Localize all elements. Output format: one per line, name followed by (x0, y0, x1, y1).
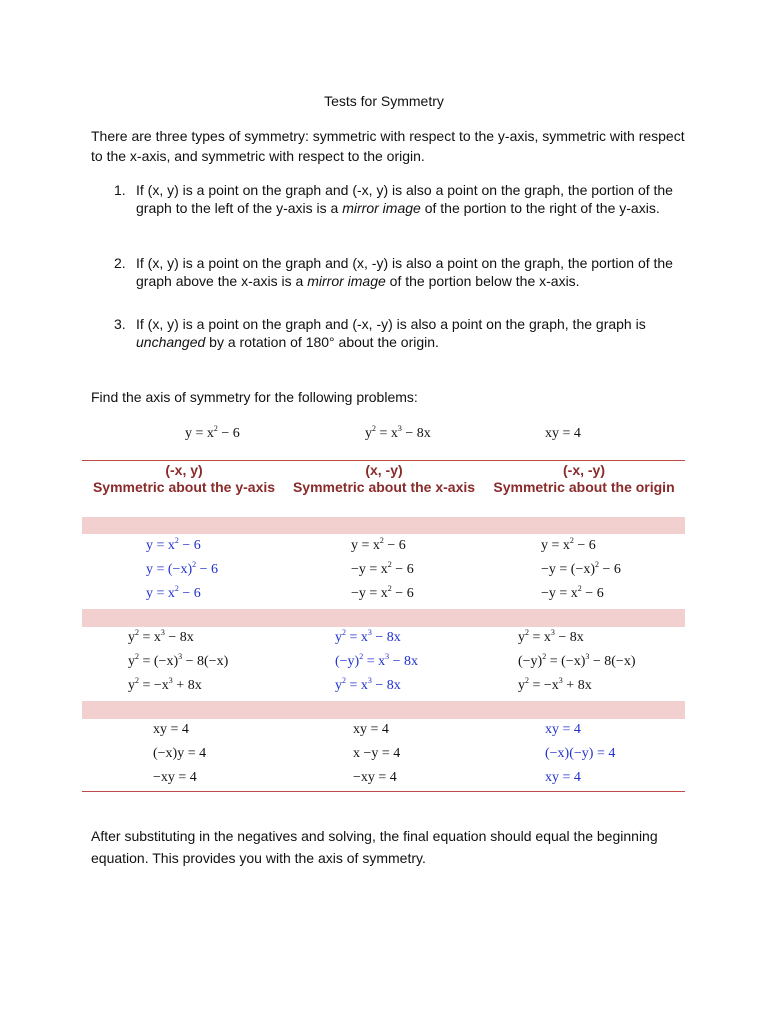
table-equation: $y = (-x)^2 - 6$ (146, 560, 219, 577)
find-prompt: Find the axis of symmetry for the following problems: (91, 389, 418, 405)
problem-equation: $y = x^2 - 6$ (185, 424, 240, 441)
table-equation: (−x)y = 4 (153, 746, 207, 761)
problem-equation: $y^2 = x^3 - 8x$ (365, 424, 431, 441)
table-equation: −xy = 4 (353, 770, 397, 785)
table-equation: $y^2 = x^3 - 8x$ (128, 628, 194, 645)
table-equation: $(-y)^2 = x^3 - 8x$ (335, 652, 419, 669)
table-equation: xy = 4 (153, 722, 189, 737)
page-title: Tests for Symmetry (324, 93, 444, 109)
table-band (82, 517, 685, 534)
table-equation: $y^2 = x^3 - 8x$ (335, 676, 401, 693)
rule-item-1 (114, 181, 679, 235)
table-band (82, 701, 685, 719)
table-equation: $-y = x^2 - 6$ (351, 584, 414, 601)
table-equation: x −y = 4 (353, 746, 401, 761)
header-cell-origin: (-x, -y) Symmetric about the origin (493, 462, 675, 495)
rule-text: If (x, y) is a point on the graph and (-x, y) is also a point on the graph, the portion of the graph to the left of the y-axis is a mirror image of the portion to the right of the y-axis. (136, 182, 673, 216)
table-equation: $y^2 = -x^3 + 8x$ (128, 676, 202, 693)
table-equation: $y = x^2 - 6$ (146, 584, 201, 601)
table-equation: $y^2 = (-x)^3 - 8(-x)$ (128, 652, 229, 669)
table-equation: $(-y)^2 = (-x)^3 - 8(-x)$ (518, 652, 636, 669)
table-top-rule (82, 460, 685, 461)
table-equation: $y^2 = x^3 - 8x$ (518, 628, 584, 645)
table-equation: $y = x^2 - 6$ (541, 536, 596, 553)
intro-paragraph: There are three types of symmetry: symmetric with respect to the y-axis, symmetric with respect to the x-axis, and symmetric with respect to the origin. (91, 128, 685, 164)
rule-text: If (x, y) is a point on the graph and (x, -y) is also a point on the graph, the portion of the graph above the x-axis is a mirror image of the portion below the x-axis. (136, 255, 673, 289)
table-band (82, 609, 685, 627)
table-equation: $y^2 = -x^3 + 8x$ (518, 676, 592, 693)
rule-number: 3. (114, 316, 126, 332)
table-equation: $y^2 = x^3 - 8x$ (335, 628, 401, 645)
rule-number: 2. (114, 255, 126, 271)
rule-number: 1. (114, 182, 126, 198)
table-equation: $y = x^2 - 6$ (146, 536, 201, 553)
table-bottom-rule (82, 791, 685, 792)
rule-text: If (x, y) is a point on the graph and (-x, -y) is also a point on the graph, the graph is unchanged by a rotation of 180° about the origin. (136, 316, 646, 350)
rule-item-3 (114, 315, 679, 351)
table-equation: $-y = x^2 - 6$ (541, 584, 604, 601)
rule-item-2 (114, 254, 679, 290)
table-equation: xy = 4 (353, 722, 389, 737)
header-cell-y-axis: (-x, y) Symmetric about the y-axis (92, 462, 276, 495)
header-cell-x-axis: (x, -y) Symmetric about the x-axis (292, 462, 476, 495)
table-equation: $y = x^2 - 6$ (351, 536, 406, 553)
table-equation: $-y = (-x)^2 - 6$ (541, 560, 621, 577)
table-equation: (−x)(−y) = 4 (545, 746, 616, 761)
table-equation: $-y = x^2 - 6$ (351, 560, 414, 577)
table-equation: xy = 4 (545, 722, 581, 737)
outro-paragraph: After substituting in the negatives and solving, the final equation should equal the beginning equation. This provides you with the axis of symmetry. (91, 828, 658, 866)
problem-equation: xy = 4 (545, 426, 581, 441)
table-equation: xy = 4 (545, 770, 581, 785)
table-equation: −xy = 4 (153, 770, 197, 785)
